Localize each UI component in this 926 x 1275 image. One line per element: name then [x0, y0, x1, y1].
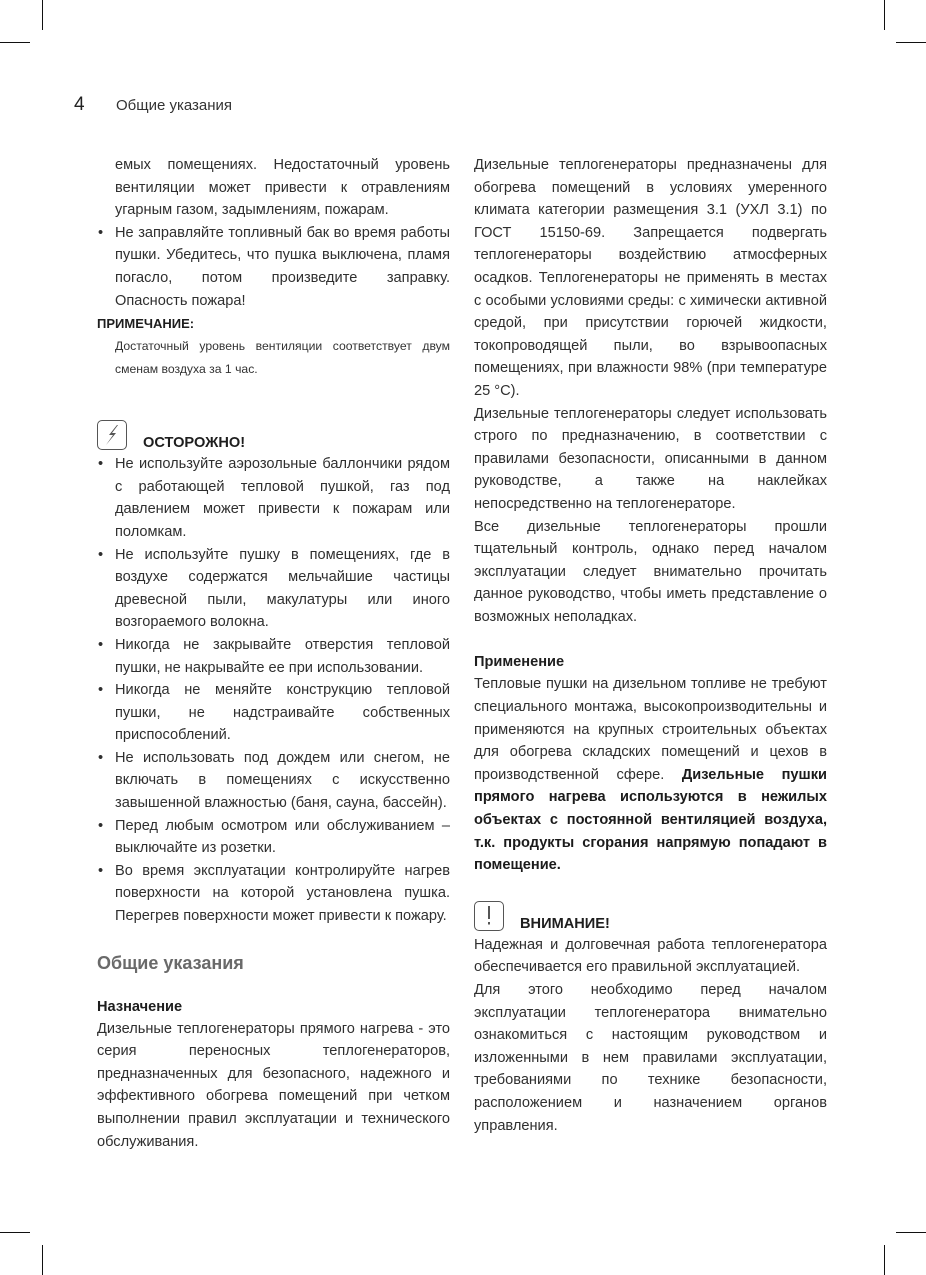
paragraph: Дизельные теплогенераторы следует использовать строго по предназначению, в соответствии с правилами безопасности, описанными в данном руководстве, а также на наклейках непосредственно на теплогенераторе.	[474, 405, 827, 512]
note-title: ПРИМЕЧАНИЕ:	[97, 316, 195, 332]
note-text: Достаточный уровень вентиляции соответствует двум сменам воздуха за 1 час.	[115, 339, 450, 376]
purpose-title: Назначение	[97, 998, 183, 1015]
bullet-icon: •	[98, 546, 104, 563]
page-header	[74, 94, 232, 118]
bullet-icon: •	[98, 749, 104, 766]
section-title: Общие указания	[97, 952, 244, 973]
crop-mark-top-left-h	[0, 42, 30, 43]
crop-mark-bottom-left-v	[42, 1245, 43, 1275]
paragraph: Дизельные теплогенераторы предназначены для обогрева помещений в условиях умеренного климата категории размещения 3.1 (УХЛ 3.1) по ГОСТ 15150-69. Запрещается подвергать теплогенераторы воздействию атмосферных осадков. Теплогенераторы не применять в местах с особыми условиями среды: с химически активной средой, при присутствии горючей жидкости, токопроводящей пыли, во взрывоопасных помещениях, при влажности 98% (при температуре 25 °С).	[474, 157, 827, 399]
application-paragraph: Тепловые пушки на дизельном топливе не требуют специального монтажа, высокопроизводительны и применяются на крупных строительных объектах для обогрева складских помещений и цехов в производственной сфере. Дизельные пушки прямого нагрева используются в нежилых объектах с постоянной вентиляцией воздуха, т.к. продукты сгорания напрямую попадают в помещение.	[474, 676, 827, 874]
application-bold-text: Дизельные пушки прямого нагрева используются в нежилых объектах с постоянной вентиляцией воздуха, т.к. продукты сгорания напрямую попадают в помещение.	[474, 766, 827, 874]
bullet-icon: •	[98, 862, 104, 879]
attention-heading	[474, 897, 827, 934]
list-item: • Никогда не меняйте конструкцию тепловой пушки, не надстраивайте собственных приспособлений.	[97, 679, 450, 747]
page-number: 4	[74, 94, 85, 115]
lightning-icon	[97, 420, 127, 450]
bullet-icon: •	[98, 636, 104, 653]
crop-mark-bottom-left-h	[0, 1232, 30, 1233]
caution-heading	[97, 416, 450, 453]
bullet-icon: •	[98, 224, 104, 241]
continued-paragraph: емых помещениях. Недостаточный уровень вентиляции может привести к отравлениям угарным газом, задымлениям, пожарам.	[115, 157, 450, 219]
bullet-icon: •	[98, 456, 104, 473]
fuel-bullet-list	[97, 222, 450, 312]
list-item: • Не используйте пушку в помещениях, где в воздухе содержатся мельчайшие частицы древесной пыли, макулатуры или иного возгораемого волокна.	[97, 544, 450, 634]
exclamation-icon	[474, 901, 504, 931]
crop-mark-bottom-right-h	[896, 1232, 926, 1233]
application-title: Применение	[474, 654, 565, 671]
list-item: • Во время эксплуатации контролируйте нагрев поверхности на которой установлена пушка. Перегрев поверхности может привести к пожару.	[97, 860, 450, 928]
list-item: • Не используйте аэрозольные баллончики рядом с работающей тепловой пушкой, газ под давлением может привести к пожарам или поломкам.	[97, 453, 450, 543]
paragraph: Надежная и долговечная работа теплогенератора обеспечивается его правильной эксплуатацией.	[474, 936, 827, 976]
paragraph: Для этого необходимо перед началом эксплуатации теплогенератора внимательно ознакомиться с настоящим руководством и изложенными в нем правилами эксплуатации, требованиями по технике безопасности, расположением и назначением органов управления.	[474, 982, 827, 1134]
list-item: • Перед любым осмотром или обслуживанием – выключайте из розетки.	[97, 815, 450, 860]
running-title: Общие указания	[116, 97, 233, 114]
left-column	[97, 154, 450, 1153]
caution-bullet-list	[97, 453, 450, 927]
paragraph: Все дизельные теплогенераторы прошли тщательный контроль, однако перед началом эксплуатации следует внимательно прочитать данное руководство, чтобы иметь представление о возможных неполадках.	[474, 518, 827, 625]
attention-title: ВНИМАНИЕ!	[520, 915, 610, 932]
list-item: • Никогда не закрывайте отверстия тепловой пушки, не накрывайте ее при использовании.	[97, 634, 450, 679]
bullet-icon: •	[98, 817, 104, 834]
crop-mark-top-left-v	[42, 0, 43, 30]
list-item: • Не заправляйте топливный бак во время работы пушки. Убедитесь, что пушка выключена, пламя погасло, потом произведите заправку. Опасность пожара!	[97, 222, 450, 312]
crop-mark-bottom-right-v	[884, 1245, 885, 1275]
purpose-paragraph: Дизельные теплогенераторы прямого нагрева - это серия переносных теплогенераторов, предназначенных для безопасного, надежного и эффективного обогрева помещений при четком выполнении правил эксплуатации и технического обслуживания.	[97, 1020, 450, 1150]
bullet-icon: •	[98, 682, 104, 699]
caution-title: ОСТОРОЖНО!	[143, 435, 246, 452]
right-column	[474, 154, 827, 1137]
crop-mark-top-right-h	[896, 42, 926, 43]
list-item: • Не использовать под дождем или снегом, не включать в помещениях с искусственно завышенной влажностью (баня, сауна, бассейн).	[97, 747, 450, 815]
crop-mark-top-right-v	[884, 0, 885, 30]
